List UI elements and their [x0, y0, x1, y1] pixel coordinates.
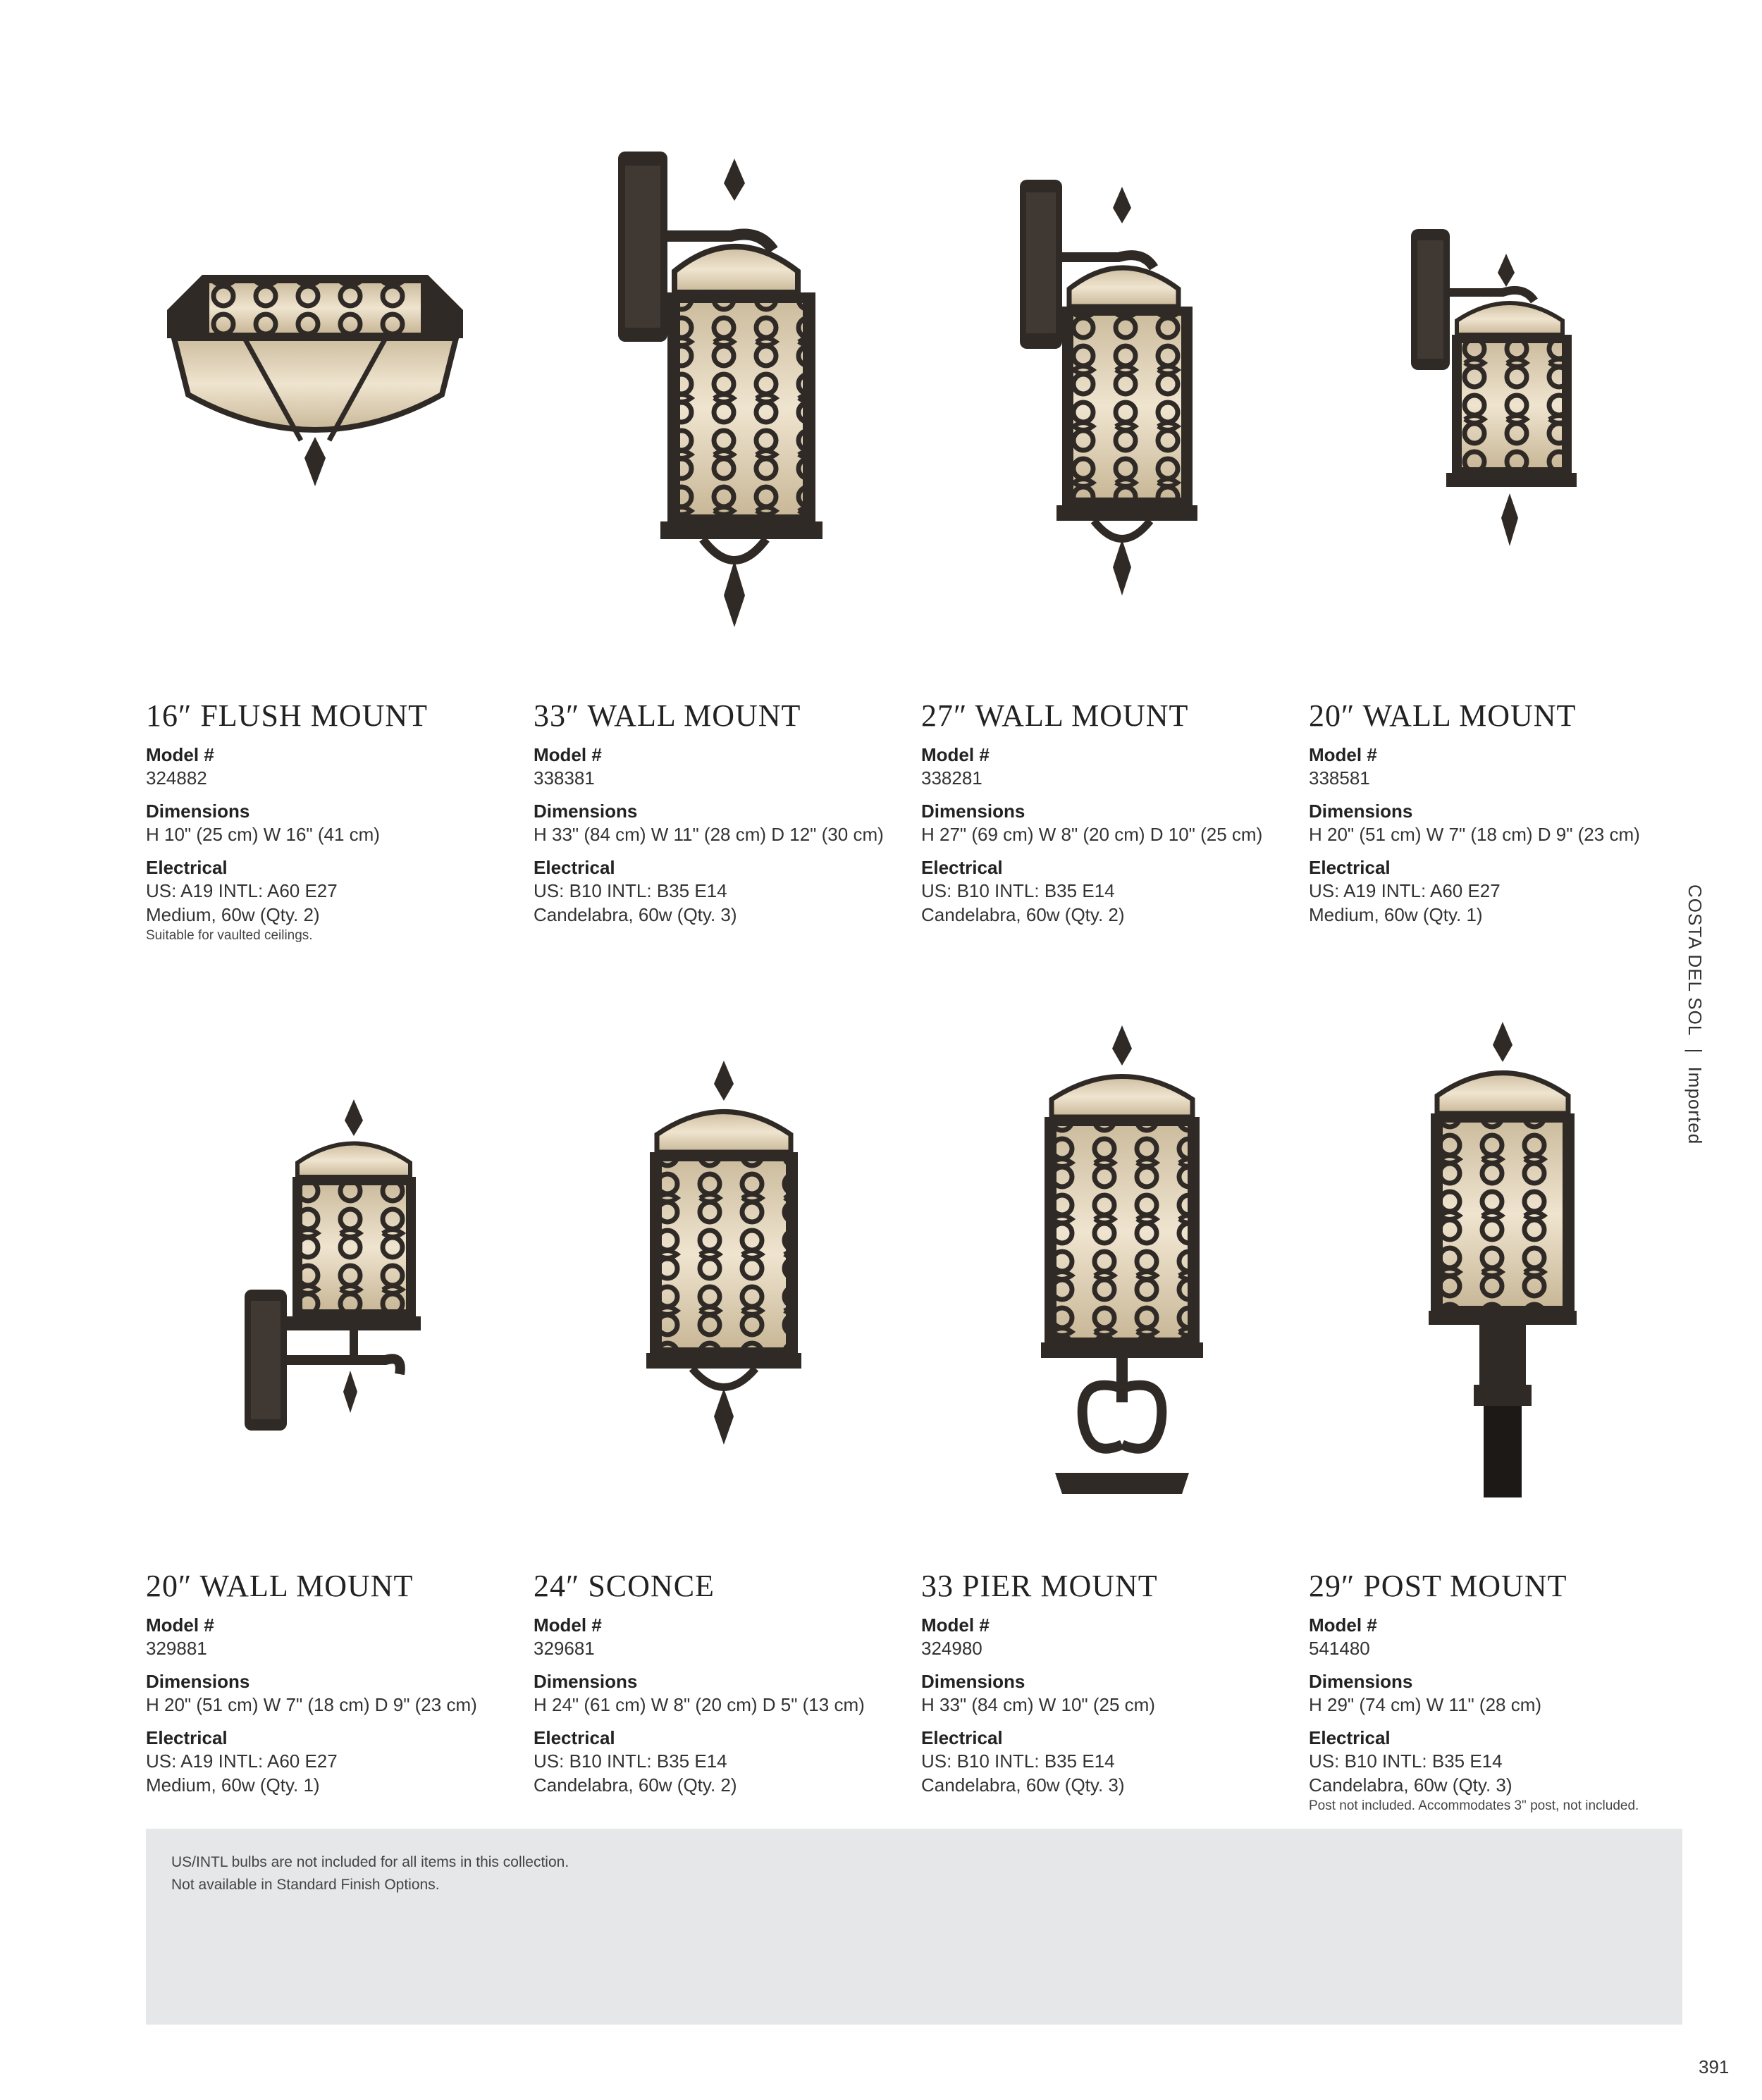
33-wall-mount-image [618, 144, 830, 638]
dimensions-label: Dimensions [146, 801, 250, 822]
electrical-bulb: US: A19 INTL: A60 E27 [146, 1750, 338, 1772]
electrical-bulb: US: A19 INTL: A60 E27 [1309, 880, 1501, 901]
flush-mount-illustration [160, 254, 470, 514]
electrical-wattage: Medium, 60w (Qty. 1) [1309, 904, 1483, 925]
model-label: Model # [921, 1614, 990, 1636]
dimensions-label: Dimensions [146, 1671, 250, 1692]
dimensions-label: Dimensions [534, 801, 638, 822]
electrical-label: Electrical [146, 857, 228, 878]
20-wall-mount-up-illustration [245, 1092, 442, 1431]
33-wall-mount-illustration [618, 144, 830, 638]
dimensions-label: Dimensions [1309, 1671, 1413, 1692]
model-number: 329681 [534, 1638, 595, 1659]
electrical-wattage: Candelabra, 60w (Qty. 3) [534, 904, 737, 925]
collection-side-label [1684, 884, 1706, 1144]
model-number: 338381 [534, 767, 595, 789]
model-label: Model # [534, 744, 602, 765]
side-label-separator: | [1684, 1048, 1706, 1054]
dimensions-value: H 20" (51 cm) W 7" (18 cm) D 9" (23 cm) [146, 1694, 477, 1715]
dimensions-value: H 20" (51 cm) W 7" (18 cm) D 9" (23 cm) [1309, 824, 1640, 845]
33-pier-mount-image [1041, 1022, 1203, 1501]
dimensions-label: Dimensions [534, 1671, 638, 1692]
20-wall-mount-up-image [245, 1092, 442, 1431]
model-number: 338281 [921, 767, 982, 789]
electrical-label: Electrical [921, 1727, 1003, 1748]
electrical-wattage: Medium, 60w (Qty. 2) [146, 904, 320, 925]
electrical-bulb: US: B10 INTL: B35 E14 [921, 880, 1115, 901]
product-note: Post not included. Accommodates 3" post, not included. [1309, 1798, 1639, 1813]
product-title: 24″ SCONCE [534, 1569, 715, 1603]
product-title: 20″ WALL MOUNT [1309, 698, 1577, 733]
product-title: 27″ WALL MOUNT [921, 698, 1189, 733]
flush-mount-image [160, 254, 470, 514]
electrical-bulb: US: B10 INTL: B35 E14 [921, 1750, 1115, 1772]
product-note: Suitable for vaulted ceilings. [146, 928, 313, 943]
electrical-bulb: US: A19 INTL: A60 E27 [146, 880, 338, 901]
24-sconce-image [646, 1057, 801, 1452]
product-title: 20″ WALL MOUNT [146, 1569, 414, 1603]
electrical-label: Electrical [534, 1727, 615, 1748]
model-number: 329881 [146, 1638, 207, 1659]
dimensions-label: Dimensions [921, 801, 1025, 822]
page-number: 391 [1699, 2056, 1730, 2077]
electrical-wattage: Candelabra, 60w (Qty. 3) [1309, 1774, 1513, 1796]
model-label: Model # [921, 744, 990, 765]
model-label: Model # [1309, 1614, 1377, 1636]
24-sconce-illustration [646, 1057, 801, 1452]
33-pier-mount-illustration [1041, 1022, 1203, 1501]
dimensions-value: H 29" (74 cm) W 11" (28 cm) [1309, 1694, 1542, 1715]
product-title: 33 PIER MOUNT [921, 1569, 1158, 1603]
29-post-mount-illustration [1429, 1018, 1577, 1497]
product-title: 16″ FLUSH MOUNT [146, 698, 429, 733]
footer-note-finish: Not available in Standard Finish Options. [171, 1877, 440, 1893]
model-label: Model # [534, 1614, 602, 1636]
electrical-label: Electrical [534, 857, 615, 878]
electrical-label: Electrical [921, 857, 1003, 878]
dimensions-label: Dimensions [921, 1671, 1025, 1692]
electrical-label: Electrical [1309, 857, 1391, 878]
collection-origin: Imported [1684, 1066, 1706, 1145]
dimensions-label: Dimensions [1309, 801, 1413, 822]
dimensions-value: H 10" (25 cm) W 16" (41 cm) [146, 824, 380, 845]
electrical-label: Electrical [146, 1727, 228, 1748]
electrical-wattage: Candelabra, 60w (Qty. 2) [921, 904, 1125, 925]
dimensions-value: H 27" (69 cm) W 8" (20 cm) D 10" (25 cm) [921, 824, 1263, 845]
dimensions-value: H 24" (61 cm) W 8" (20 cm) D 5" (13 cm) [534, 1694, 865, 1715]
27-wall-mount-image [1020, 173, 1203, 603]
electrical-wattage: Candelabra, 60w (Qty. 2) [534, 1774, 737, 1796]
model-number: 324980 [921, 1638, 982, 1659]
dimensions-value: H 33" (84 cm) W 11" (28 cm) D 12" (30 cm) [534, 824, 884, 845]
electrical-wattage: Candelabra, 60w (Qty. 3) [921, 1774, 1125, 1796]
dimensions-value: H 33" (84 cm) W 10" (25 cm) [921, 1694, 1155, 1715]
model-number: 338581 [1309, 767, 1370, 789]
electrical-bulb: US: B10 INTL: B35 E14 [1309, 1750, 1503, 1772]
electrical-wattage: Medium, 60w (Qty. 1) [146, 1774, 320, 1796]
27-wall-mount-illustration [1020, 173, 1203, 603]
collection-notes-box [146, 1829, 1682, 2025]
model-number: 324882 [146, 767, 207, 789]
product-title: 29″ POST MOUNT [1309, 1569, 1567, 1603]
20-wall-mount-illustration [1411, 222, 1580, 560]
model-label: Model # [1309, 744, 1377, 765]
collection-name: COSTA DEL SOL [1684, 884, 1706, 1036]
29-post-mount-image [1429, 1018, 1577, 1497]
model-number: 541480 [1309, 1638, 1370, 1659]
footer-note-bulbs: US/INTL bulbs are not included for all items in this collection. [171, 1854, 569, 1870]
electrical-bulb: US: B10 INTL: B35 E14 [534, 880, 727, 901]
20-wall-mount-image [1411, 222, 1580, 560]
model-label: Model # [146, 1614, 214, 1636]
product-title: 33″ WALL MOUNT [534, 698, 801, 733]
electrical-bulb: US: B10 INTL: B35 E14 [534, 1750, 727, 1772]
model-label: Model # [146, 744, 214, 765]
electrical-label: Electrical [1309, 1727, 1391, 1748]
